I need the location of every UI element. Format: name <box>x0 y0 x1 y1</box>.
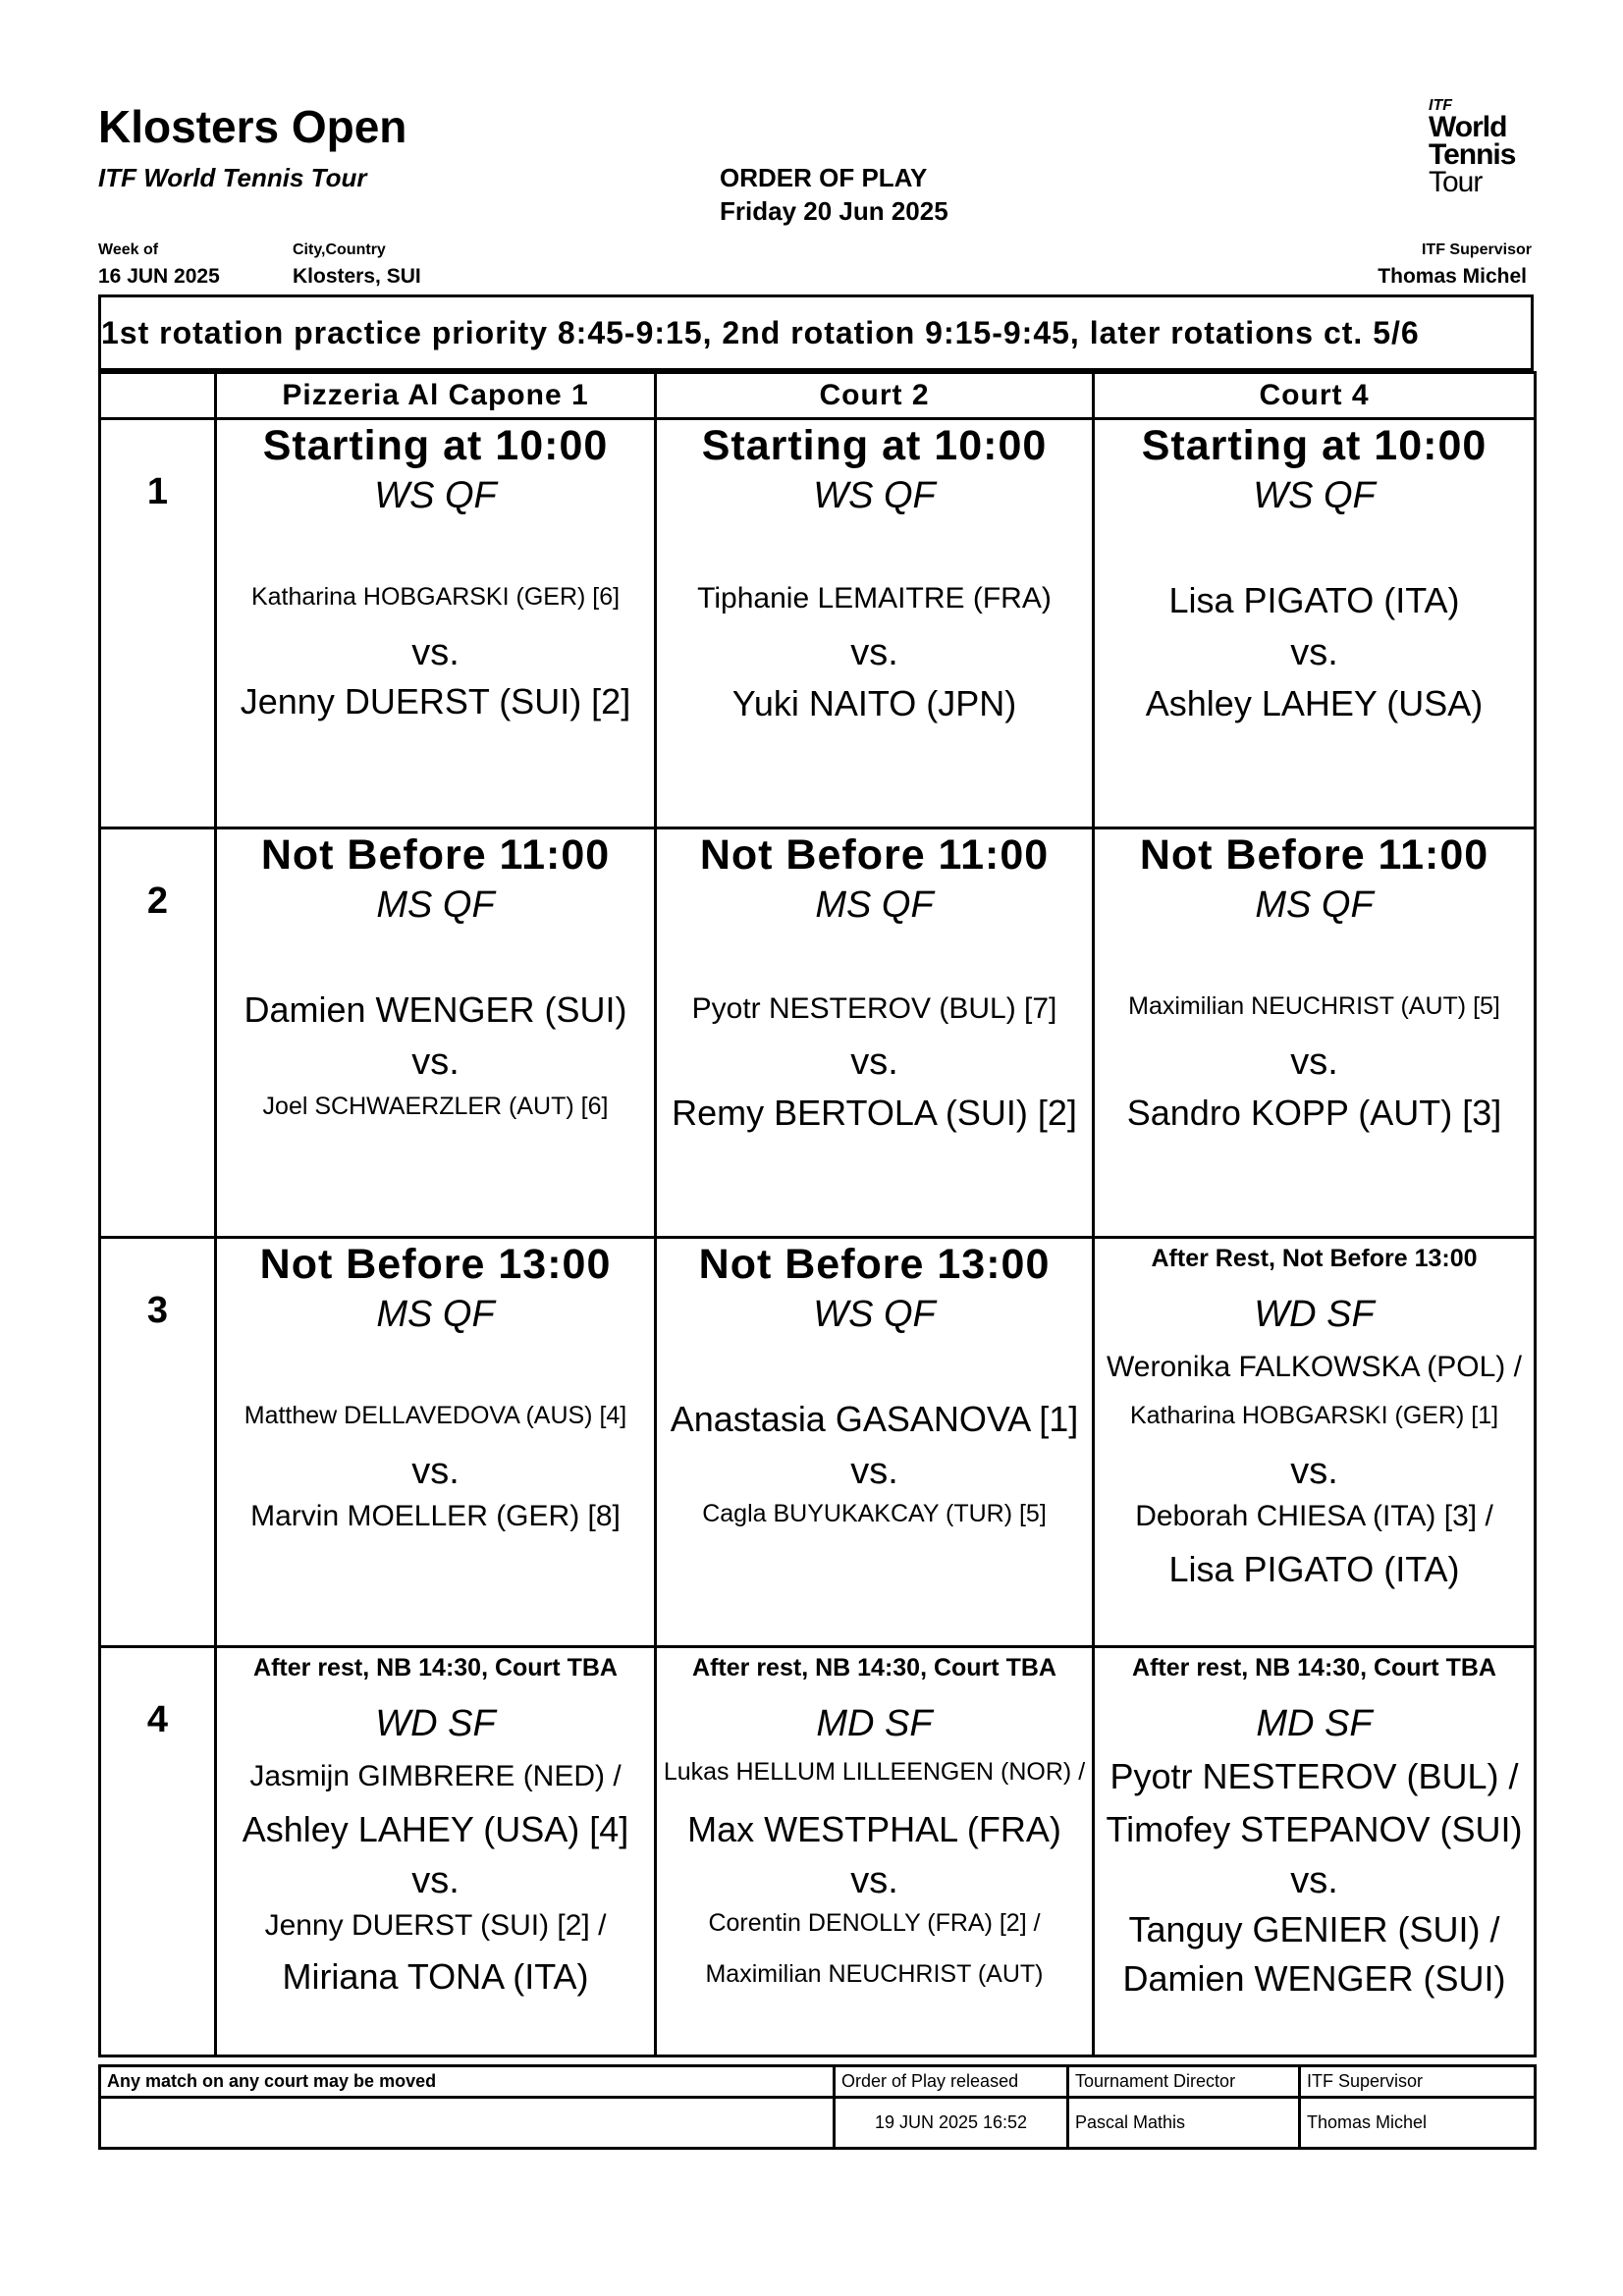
city-label: City,Country <box>293 241 386 258</box>
player-1b: Katharina HOBGARSKI (GER) [1] <box>1129 1402 1499 1429</box>
event-label: WS QF <box>1253 475 1376 516</box>
director-value: Pascal Mathis <box>1068 2098 1300 2149</box>
event-label: MS QF <box>1255 884 1374 926</box>
vs-label: vs. <box>411 1451 460 1492</box>
match-cell <box>656 419 1094 828</box>
player-1: Tiphanie LEMAITRE (FRA) <box>697 582 1052 614</box>
event-label: WS QF <box>813 1294 936 1335</box>
match-time: After rest, NB 14:30, Court TBA <box>692 1654 1056 1682</box>
player-2: Joel SCHWAERZLER (AUT) [6] <box>262 1093 609 1120</box>
player-1: Matthew DELLAVEDOVA (AUS) [4] <box>243 1402 627 1429</box>
schedule-grid <box>98 371 1537 2057</box>
player-1: Katharina HOBGARSKI (GER) [6] <box>250 583 621 611</box>
footer-note: Any match on any court may be moved <box>100 2066 835 2098</box>
footer-supervisor-label: ITF Supervisor <box>1300 2066 1536 2098</box>
event-label: WD SF <box>1254 1294 1375 1335</box>
player-1a: Lukas HELLUM LILLEENGEN (NOR) / <box>663 1758 1086 1786</box>
vs-label: vs. <box>850 1041 898 1083</box>
event-label: MS QF <box>376 1294 495 1335</box>
player-1b: Ashley LAHEY (USA) [4] <box>242 1809 629 1849</box>
vs-label: vs. <box>1290 1041 1338 1083</box>
released-value: 19 JUN 2025 16:52 <box>835 2098 1068 2149</box>
logo-line-1: World <box>1429 111 1507 143</box>
match-time: Not Before 13:00 <box>259 1241 612 1288</box>
match-cell <box>216 1647 656 2056</box>
match-cell <box>656 1238 1094 1647</box>
match-time: Not Before 11:00 <box>260 831 611 879</box>
released-label: Order of Play released <box>835 2066 1068 2098</box>
player-2b: Maximilian NEUCHRIST (AUT) <box>705 1960 1044 1988</box>
director-label: Tournament Director <box>1068 2066 1300 2098</box>
match-cell <box>216 828 656 1238</box>
footer-table <box>98 2064 1537 2150</box>
vs-label: vs. <box>850 1860 898 1901</box>
player-1a: Weronika FALKOWSKA (POL) / <box>1107 1351 1522 1383</box>
match-time: After rest, NB 14:30, Court TBA <box>253 1654 618 1682</box>
event-label: MD SF <box>816 1703 933 1744</box>
match-cell <box>1094 828 1536 1238</box>
player-2: Jenny DUERST (SUI) [2] <box>240 681 631 721</box>
tournament-title: Klosters Open <box>98 101 407 152</box>
vs-label: vs. <box>411 1041 460 1083</box>
player-2a: Deborah CHIESA (ITA) [3] / <box>1135 1500 1493 1532</box>
header-corner <box>100 373 216 419</box>
vs-label: vs. <box>411 1860 460 1901</box>
player-1: Damien WENGER (SUI) <box>243 989 627 1030</box>
row-number: 2 <box>100 828 216 1238</box>
player-2: Cagla BUYUKAKCAY (TUR) [5] <box>702 1500 1047 1527</box>
footer-blank <box>100 2098 835 2149</box>
schedule-row <box>100 828 1536 1238</box>
city-value: Klosters, SUI <box>293 265 421 288</box>
vs-label: vs. <box>1290 1451 1338 1492</box>
vs-label: vs. <box>850 632 898 673</box>
supervisor-label: ITF Supervisor <box>1421 241 1532 258</box>
match-cell <box>1094 419 1536 828</box>
player-1: Maximilian NEUCHRIST (AUT) [5] <box>1128 992 1500 1020</box>
match-cell <box>656 1647 1094 2056</box>
supervisor-value: Thomas Michel <box>1378 265 1527 288</box>
court-header: Pizzeria Al Capone 1 <box>216 373 656 419</box>
player-1b: Timofey STEPANOV (SUI) <box>1106 1809 1523 1849</box>
schedule-row <box>100 1238 1536 1647</box>
player-2a: Corentin DENOLLY (FRA) [2] / <box>708 1909 1041 1937</box>
player-2b: Lisa PIGATO (ITA) <box>1168 1549 1460 1589</box>
event-label: WD SF <box>375 1703 496 1744</box>
match-time: Starting at 10:00 <box>1141 422 1488 469</box>
match-time: Not Before 11:00 <box>699 831 1050 879</box>
match-cell <box>656 828 1094 1238</box>
schedule-row <box>100 1647 1536 2056</box>
footer-supervisor-value: Thomas Michel <box>1300 2098 1536 2149</box>
player-1a: Pyotr NESTEROV (BUL) / <box>1109 1756 1519 1796</box>
logo-line-3: Tour <box>1429 166 1483 198</box>
court-header: Court 4 <box>1094 373 1536 419</box>
event-label: WS QF <box>813 475 936 516</box>
match-cell <box>1094 1647 1536 2056</box>
court-header: Court 2 <box>656 373 1094 419</box>
match-cell <box>1094 1238 1536 1647</box>
order-of-play-label: ORDER OF PLAY <box>720 163 928 192</box>
event-label: MD SF <box>1256 1703 1373 1744</box>
row-number: 1 <box>100 419 216 828</box>
vs-label: vs. <box>850 1451 898 1492</box>
event-label: WS QF <box>374 475 497 516</box>
logo-line-2: Tennis <box>1429 138 1516 171</box>
match-time: After Rest, Not Before 13:00 <box>1151 1245 1478 1272</box>
player-2: Remy BERTOLA (SUI) [2] <box>672 1093 1077 1133</box>
player-2: Yuki NAITO (JPN) <box>731 683 1017 723</box>
vs-label: vs. <box>1290 632 1338 673</box>
player-1: Lisa PIGATO (ITA) <box>1168 580 1460 620</box>
match-cell <box>216 419 656 828</box>
event-label: MS QF <box>815 884 934 926</box>
player-1: Pyotr NESTEROV (BUL) [7] <box>691 992 1057 1025</box>
match-time: Not Before 11:00 <box>1139 831 1489 879</box>
player-2: Marvin MOELLER (GER) [8] <box>250 1500 621 1532</box>
match-time: After rest, NB 14:30, Court TBA <box>1132 1654 1496 1682</box>
player-2: Ashley LAHEY (USA) <box>1145 683 1484 723</box>
player-1: Anastasia GASANOVA [1] <box>670 1399 1079 1439</box>
event-label: MS QF <box>376 884 495 926</box>
player-2b: Damien WENGER (SUI) <box>1122 1958 1506 1999</box>
logo-itf-text: ITF <box>1429 97 1452 114</box>
vs-label: vs. <box>411 632 460 673</box>
rotation-note: 1st rotation practice priority 8:45-9:15, 2nd rotation 9:15-9:45, later rotations ct. 5/6 <box>98 294 1534 371</box>
play-date: Friday 20 Jun 2025 <box>720 196 948 226</box>
match-time: Not Before 13:00 <box>698 1241 1051 1288</box>
vs-label: vs. <box>1290 1860 1338 1901</box>
week-label: Week of <box>98 241 159 258</box>
world-tennis-tour-logo <box>1429 98 1546 196</box>
player-2: Sandro KOPP (AUT) [3] <box>1126 1093 1502 1133</box>
match-cell <box>216 1238 656 1647</box>
week-value: 16 JUN 2025 <box>98 265 220 288</box>
player-2a: Jenny DUERST (SUI) [2] / <box>264 1909 607 1942</box>
row-number: 4 <box>100 1647 216 2056</box>
court-header-row <box>100 373 1536 419</box>
match-time: Starting at 10:00 <box>701 422 1048 469</box>
schedule-row <box>100 419 1536 828</box>
player-1b: Max WESTPHAL (FRA) <box>687 1809 1061 1849</box>
row-number: 3 <box>100 1238 216 1647</box>
match-time: Starting at 10:00 <box>262 422 609 469</box>
tour-subtitle: ITF World Tennis Tour <box>98 163 367 192</box>
player-1a: Jasmijn GIMBRERE (NED) / <box>249 1760 622 1792</box>
player-2b: Miriana TONA (ITA) <box>282 1956 589 1997</box>
player-2a: Tanguy GENIER (SUI) / <box>1128 1909 1500 1949</box>
